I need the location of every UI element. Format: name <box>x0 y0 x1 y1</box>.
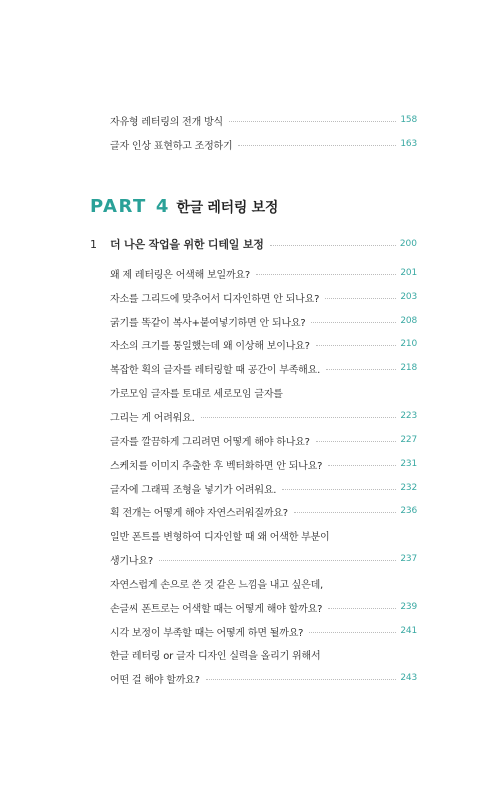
toc-entry-page: 218 <box>400 363 417 373</box>
toc-entry-page: 239 <box>400 602 417 612</box>
toc-entry-title: 자소의 크기를 통일했는데 왜 이상해 보이나요? <box>110 340 310 352</box>
toc-entry-title: 어떤 걸 해야 할까요? <box>110 674 200 686</box>
toc-entry-page: 201 <box>400 268 417 278</box>
toc-entry-page: 237 <box>400 554 417 564</box>
dot-leader <box>294 512 397 513</box>
dot-leader <box>316 345 397 346</box>
toc-entry-title: 왜 제 레터링은 어색해 보일까요? <box>110 269 251 281</box>
toc-entry-title: 생기나요? <box>110 555 153 567</box>
toc-entry[interactable] <box>110 644 417 664</box>
toc-entry-page: 236 <box>400 506 417 516</box>
toc-entry-title: 가로모임 글자를 토대로 세로모임 글자를 <box>110 388 283 400</box>
toc-entry-page: 243 <box>400 673 417 683</box>
toc-entry-title: 글자에 그래픽 조형을 넣기가 어려워요. <box>110 484 277 496</box>
toc-entry-title: 획 전개는 어떻게 해야 자연스러워질까요? <box>110 507 288 519</box>
toc-entry[interactable] <box>110 525 417 545</box>
dot-leader <box>229 121 396 122</box>
toc-entry-title: 한글 레터링 or 글자 디자인 실력을 올리기 위해서 <box>110 650 321 662</box>
toc-entry-page: 227 <box>400 435 417 445</box>
toc-entry[interactable] <box>110 287 417 307</box>
toc-entry-page: 231 <box>400 459 417 469</box>
dot-leader <box>159 560 396 561</box>
dot-leader <box>206 679 397 680</box>
dot-leader <box>256 274 396 275</box>
toc-entry-title: 그리는 게 어려워요. <box>110 412 195 424</box>
dot-leader <box>201 417 397 418</box>
dot-leader <box>311 322 396 323</box>
toc-entry[interactable] <box>110 311 417 331</box>
toc-entry[interactable] <box>110 573 417 593</box>
toc-entry-title: 손글씨 폰트로는 어색할 때는 어떻게 해야 할까요? <box>110 603 323 615</box>
toc-entry-title: 굵기를 똑같이 복사+붙여넣기하면 안 되나요? <box>110 317 306 329</box>
dot-leader <box>328 465 396 466</box>
toc-entry-title: 스케치를 이미지 추출한 후 벡터화하면 안 되나요? <box>110 460 323 472</box>
toc-entry-page: 208 <box>400 316 417 326</box>
toc-entry[interactable] <box>110 263 417 283</box>
toc-entry[interactable] <box>110 597 417 617</box>
toc-entry[interactable] <box>110 358 417 378</box>
toc-entry[interactable] <box>110 668 417 688</box>
toc-entry[interactable] <box>110 621 417 641</box>
dot-leader <box>238 145 396 146</box>
toc-entry-title: 일반 폰트를 변형하여 디자인할 때 왜 어색한 부분이 <box>110 531 330 543</box>
part-heading <box>90 196 278 217</box>
dot-leader <box>270 245 396 246</box>
toc-entry-page: 223 <box>400 411 417 421</box>
part-title: 한글 레터링 보정 <box>176 200 279 216</box>
chapter-page: 200 <box>399 239 417 249</box>
dot-leader <box>325 298 396 299</box>
toc-entry[interactable] <box>110 334 417 354</box>
dot-leader <box>282 489 396 490</box>
toc-entry-page: 241 <box>400 626 417 636</box>
toc-entry[interactable] <box>110 406 417 426</box>
chapter-title: 더 나은 작업을 위한 디테일 보정 <box>110 238 264 251</box>
part-label: PART <box>90 196 147 217</box>
toc-entry-title: 시각 보정이 부족할 때는 어떻게 하면 될까요? <box>110 627 304 639</box>
part-number: 4 <box>155 196 169 217</box>
toc-entry-page: 203 <box>400 292 417 302</box>
toc-entry[interactable] <box>110 110 417 130</box>
toc-entry-title: 글자 인상 표현하고 조정하기 <box>110 140 233 152</box>
toc-entry-page: 163 <box>400 139 417 149</box>
chapter-entry[interactable] <box>90 233 417 255</box>
dot-leader <box>328 608 396 609</box>
dot-leader <box>326 369 396 370</box>
toc-entry-title: 자소를 그리드에 맞추어서 디자인하면 안 되나요? <box>110 293 320 305</box>
toc-entry[interactable] <box>110 478 417 498</box>
chapter-number: 1 <box>90 237 97 251</box>
dot-leader <box>316 441 397 442</box>
toc-entry-title: 자연스럽게 손으로 쓴 것 같은 느낌을 내고 싶은데, <box>110 579 324 591</box>
toc-entry-page: 210 <box>400 339 417 349</box>
toc-entry[interactable] <box>110 549 417 569</box>
toc-entry-page: 158 <box>400 115 417 125</box>
toc-entry-page: 232 <box>400 483 417 493</box>
toc-entry-title: 자유형 레터링의 전개 방식 <box>110 116 223 128</box>
toc-entry[interactable] <box>110 430 417 450</box>
dot-leader <box>309 632 396 633</box>
toc-entry-title: 글자를 깔끔하게 그리려면 어떻게 해야 하나요? <box>110 436 310 448</box>
toc-entry[interactable] <box>110 454 417 474</box>
toc-entry[interactable] <box>110 134 417 154</box>
toc-entry[interactable] <box>110 501 417 521</box>
toc-entry-title: 복잡한 획의 글자를 레터링할 때 공간이 부족해요. <box>110 364 321 376</box>
toc-entry[interactable] <box>110 382 417 402</box>
